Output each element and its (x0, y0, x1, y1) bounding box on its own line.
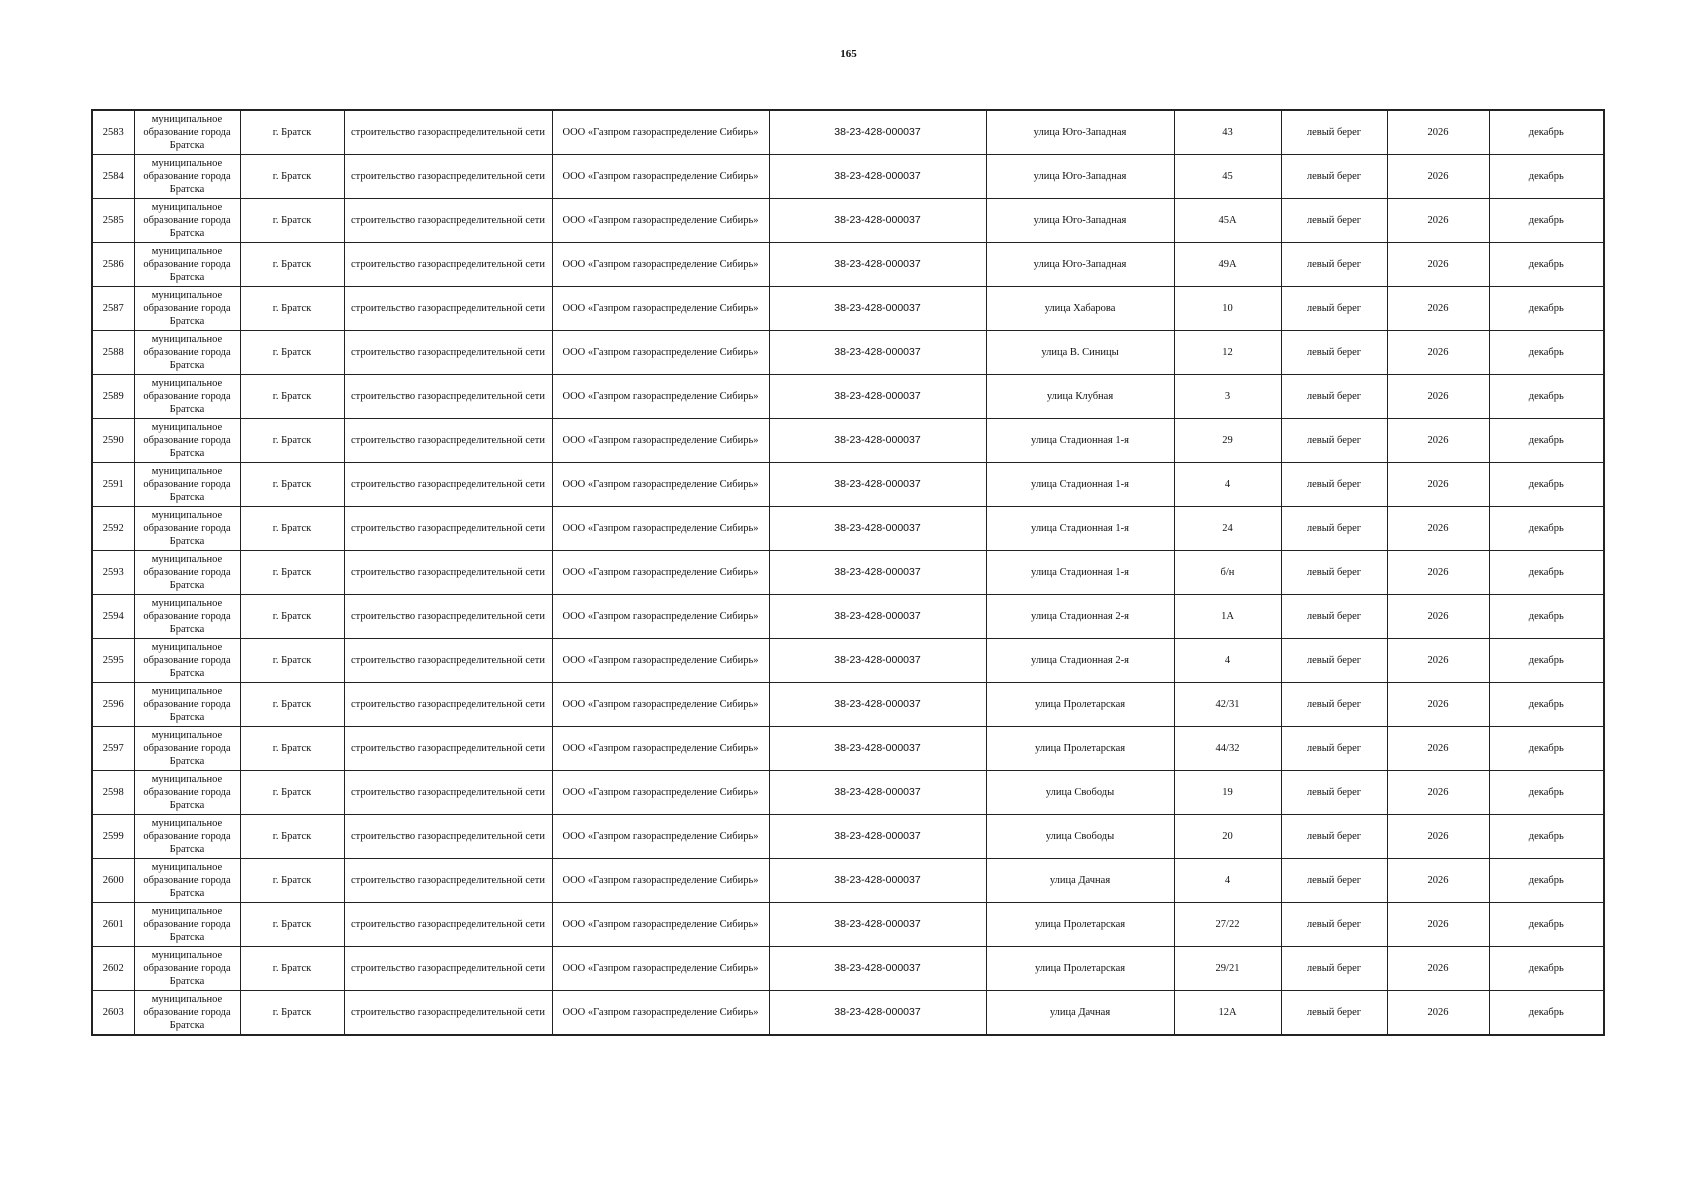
object-code-cell: 38-23-428-000037 (769, 507, 986, 551)
organization-cell: ООО «Газпром газораспределение Сибирь» (552, 903, 769, 947)
month-cell: декабрь (1489, 199, 1604, 243)
house-number-cell: 27/22 (1174, 903, 1281, 947)
row-number-cell: 2592 (92, 507, 134, 551)
object-code-cell: 38-23-428-000037 (769, 287, 986, 331)
row-number-cell: 2596 (92, 683, 134, 727)
street-cell: улица Стадионная 2-я (986, 595, 1174, 639)
work-type-cell: строительство газораспределительной сети (344, 551, 552, 595)
row-number-cell: 2585 (92, 199, 134, 243)
work-type-cell: строительство газораспределительной сети (344, 463, 552, 507)
table-row (92, 639, 1604, 683)
river-bank-cell: левый берег (1281, 947, 1387, 991)
work-type-cell: строительство газораспределительной сети (344, 287, 552, 331)
year-cell: 2026 (1387, 639, 1489, 683)
street-cell: улица В. Синицы (986, 331, 1174, 375)
street-cell: улица Клубная (986, 375, 1174, 419)
street-cell: улица Юго-Западная (986, 155, 1174, 199)
table-row (92, 199, 1604, 243)
city-cell: г. Братск (240, 639, 344, 683)
organization-cell: ООО «Газпром газораспределение Сибирь» (552, 771, 769, 815)
row-number-cell: 2587 (92, 287, 134, 331)
year-cell: 2026 (1387, 815, 1489, 859)
street-cell: улица Свободы (986, 815, 1174, 859)
row-number-cell: 2600 (92, 859, 134, 903)
municipality-cell: муниципальное образование города Братска (134, 595, 240, 639)
work-type-cell: строительство газораспределительной сети (344, 419, 552, 463)
municipality-cell: муниципальное образование города Братска (134, 903, 240, 947)
object-code-cell: 38-23-428-000037 (769, 375, 986, 419)
house-number-cell: 12 (1174, 331, 1281, 375)
row-number-cell: 2597 (92, 727, 134, 771)
city-cell: г. Братск (240, 155, 344, 199)
house-number-cell: 4 (1174, 859, 1281, 903)
row-number-cell: 2594 (92, 595, 134, 639)
street-cell: улица Стадионная 1-я (986, 463, 1174, 507)
municipality-cell: муниципальное образование города Братска (134, 551, 240, 595)
work-type-cell: строительство газораспределительной сети (344, 243, 552, 287)
year-cell: 2026 (1387, 155, 1489, 199)
city-cell: г. Братск (240, 815, 344, 859)
municipality-cell: муниципальное образование города Братска (134, 243, 240, 287)
city-cell: г. Братск (240, 463, 344, 507)
registry-body (92, 110, 1604, 1035)
organization-cell: ООО «Газпром газораспределение Сибирь» (552, 110, 769, 155)
house-number-cell: 24 (1174, 507, 1281, 551)
row-number-cell: 2601 (92, 903, 134, 947)
municipality-cell: муниципальное образование города Братска (134, 463, 240, 507)
organization-cell: ООО «Газпром газораспределение Сибирь» (552, 155, 769, 199)
river-bank-cell: левый берег (1281, 903, 1387, 947)
object-code-cell: 38-23-428-000037 (769, 771, 986, 815)
year-cell: 2026 (1387, 595, 1489, 639)
municipality-cell: муниципальное образование города Братска (134, 639, 240, 683)
table-row (92, 947, 1604, 991)
month-cell: декабрь (1489, 859, 1604, 903)
object-code-cell: 38-23-428-000037 (769, 595, 986, 639)
month-cell: декабрь (1489, 243, 1604, 287)
house-number-cell: 45 (1174, 155, 1281, 199)
house-number-cell: 1А (1174, 595, 1281, 639)
month-cell: декабрь (1489, 903, 1604, 947)
city-cell: г. Братск (240, 375, 344, 419)
object-code-cell: 38-23-428-000037 (769, 551, 986, 595)
organization-cell: ООО «Газпром газораспределение Сибирь» (552, 375, 769, 419)
table-row (92, 375, 1604, 419)
table-row (92, 815, 1604, 859)
work-type-cell: строительство газораспределительной сети (344, 947, 552, 991)
work-type-cell: строительство газораспределительной сети (344, 815, 552, 859)
month-cell: декабрь (1489, 991, 1604, 1036)
year-cell: 2026 (1387, 199, 1489, 243)
year-cell: 2026 (1387, 507, 1489, 551)
work-type-cell: строительство газораспределительной сети (344, 683, 552, 727)
work-type-cell: строительство газораспределительной сети (344, 727, 552, 771)
street-cell: улица Пролетарская (986, 727, 1174, 771)
street-cell: улица Пролетарская (986, 683, 1174, 727)
work-type-cell: строительство газораспределительной сети (344, 903, 552, 947)
work-type-cell: строительство газораспределительной сети (344, 991, 552, 1036)
organization-cell: ООО «Газпром газораспределение Сибирь» (552, 639, 769, 683)
month-cell: декабрь (1489, 771, 1604, 815)
municipality-cell: муниципальное образование города Братска (134, 771, 240, 815)
city-cell: г. Братск (240, 287, 344, 331)
municipality-cell: муниципальное образование города Братска (134, 507, 240, 551)
year-cell: 2026 (1387, 859, 1489, 903)
municipality-cell: муниципальное образование города Братска (134, 991, 240, 1036)
river-bank-cell: левый берег (1281, 771, 1387, 815)
street-cell: улица Дачная (986, 991, 1174, 1036)
year-cell: 2026 (1387, 771, 1489, 815)
row-number-cell: 2584 (92, 155, 134, 199)
organization-cell: ООО «Газпром газораспределение Сибирь» (552, 199, 769, 243)
street-cell: улица Стадионная 1-я (986, 507, 1174, 551)
municipality-cell: муниципальное образование города Братска (134, 727, 240, 771)
municipality-cell: муниципальное образование города Братска (134, 683, 240, 727)
city-cell: г. Братск (240, 595, 344, 639)
year-cell: 2026 (1387, 727, 1489, 771)
year-cell: 2026 (1387, 903, 1489, 947)
row-number-cell: 2595 (92, 639, 134, 683)
house-number-cell: 29 (1174, 419, 1281, 463)
work-type-cell: строительство газораспределительной сети (344, 771, 552, 815)
month-cell: декабрь (1489, 287, 1604, 331)
object-code-cell: 38-23-428-000037 (769, 903, 986, 947)
object-code-cell: 38-23-428-000037 (769, 331, 986, 375)
municipality-cell: муниципальное образование города Братска (134, 199, 240, 243)
year-cell: 2026 (1387, 991, 1489, 1036)
house-number-cell: 29/21 (1174, 947, 1281, 991)
river-bank-cell: левый берег (1281, 243, 1387, 287)
month-cell: декабрь (1489, 419, 1604, 463)
municipality-cell: муниципальное образование города Братска (134, 287, 240, 331)
month-cell: декабрь (1489, 507, 1604, 551)
object-code-cell: 38-23-428-000037 (769, 815, 986, 859)
year-cell: 2026 (1387, 683, 1489, 727)
table-row (92, 243, 1604, 287)
river-bank-cell: левый берег (1281, 110, 1387, 155)
work-type-cell: строительство газораспределительной сети (344, 110, 552, 155)
river-bank-cell: левый берег (1281, 375, 1387, 419)
year-cell: 2026 (1387, 419, 1489, 463)
organization-cell: ООО «Газпром газораспределение Сибирь» (552, 287, 769, 331)
year-cell: 2026 (1387, 375, 1489, 419)
work-type-cell: строительство газораспределительной сети (344, 859, 552, 903)
city-cell: г. Братск (240, 507, 344, 551)
table-row (92, 991, 1604, 1036)
river-bank-cell: левый берег (1281, 595, 1387, 639)
month-cell: декабрь (1489, 110, 1604, 155)
table-row (92, 551, 1604, 595)
year-cell: 2026 (1387, 110, 1489, 155)
organization-cell: ООО «Газпром газораспределение Сибирь» (552, 859, 769, 903)
organization-cell: ООО «Газпром газораспределение Сибирь» (552, 947, 769, 991)
city-cell: г. Братск (240, 419, 344, 463)
month-cell: декабрь (1489, 815, 1604, 859)
street-cell: улица Свободы (986, 771, 1174, 815)
river-bank-cell: левый берег (1281, 859, 1387, 903)
row-number-cell: 2602 (92, 947, 134, 991)
object-code-cell: 38-23-428-000037 (769, 199, 986, 243)
organization-cell: ООО «Газпром газораспределение Сибирь» (552, 507, 769, 551)
table-row (92, 419, 1604, 463)
work-type-cell: строительство газораспределительной сети (344, 375, 552, 419)
organization-cell: ООО «Газпром газораспределение Сибирь» (552, 463, 769, 507)
table-row (92, 507, 1604, 551)
house-number-cell: 12А (1174, 991, 1281, 1036)
year-cell: 2026 (1387, 947, 1489, 991)
object-code-cell: 38-23-428-000037 (769, 110, 986, 155)
house-number-cell: 45А (1174, 199, 1281, 243)
street-cell: улица Юго-Западная (986, 110, 1174, 155)
organization-cell: ООО «Газпром газораспределение Сибирь» (552, 243, 769, 287)
year-cell: 2026 (1387, 243, 1489, 287)
month-cell: декабрь (1489, 331, 1604, 375)
month-cell: декабрь (1489, 639, 1604, 683)
page-number: 165 (840, 48, 857, 60)
house-number-cell: 19 (1174, 771, 1281, 815)
river-bank-cell: левый берег (1281, 287, 1387, 331)
river-bank-cell: левый берег (1281, 331, 1387, 375)
gasification-registry-table (91, 109, 1605, 1036)
city-cell: г. Братск (240, 991, 344, 1036)
table-row (92, 683, 1604, 727)
organization-cell: ООО «Газпром газораспределение Сибирь» (552, 815, 769, 859)
row-number-cell: 2590 (92, 419, 134, 463)
municipality-cell: муниципальное образование города Братска (134, 155, 240, 199)
month-cell: декабрь (1489, 155, 1604, 199)
municipality-cell: муниципальное образование города Братска (134, 110, 240, 155)
object-code-cell: 38-23-428-000037 (769, 419, 986, 463)
river-bank-cell: левый берег (1281, 463, 1387, 507)
street-cell: улица Пролетарская (986, 947, 1174, 991)
city-cell: г. Братск (240, 947, 344, 991)
street-cell: улица Стадионная 1-я (986, 419, 1174, 463)
city-cell: г. Братск (240, 243, 344, 287)
street-cell: улица Юго-Западная (986, 199, 1174, 243)
street-cell: улица Хабарова (986, 287, 1174, 331)
city-cell: г. Братск (240, 903, 344, 947)
month-cell: декабрь (1489, 375, 1604, 419)
city-cell: г. Братск (240, 683, 344, 727)
municipality-cell: муниципальное образование города Братска (134, 815, 240, 859)
organization-cell: ООО «Газпром газораспределение Сибирь» (552, 595, 769, 639)
object-code-cell: 38-23-428-000037 (769, 727, 986, 771)
table-row (92, 771, 1604, 815)
river-bank-cell: левый берег (1281, 683, 1387, 727)
river-bank-cell: левый берег (1281, 991, 1387, 1036)
river-bank-cell: левый берег (1281, 419, 1387, 463)
work-type-cell: строительство газораспределительной сети (344, 331, 552, 375)
municipality-cell: муниципальное образование города Братска (134, 947, 240, 991)
municipality-cell: муниципальное образование города Братска (134, 859, 240, 903)
city-cell: г. Братск (240, 110, 344, 155)
river-bank-cell: левый берег (1281, 507, 1387, 551)
object-code-cell: 38-23-428-000037 (769, 463, 986, 507)
work-type-cell: строительство газораспределительной сети (344, 199, 552, 243)
table-row (92, 463, 1604, 507)
street-cell: улица Стадионная 1-я (986, 551, 1174, 595)
row-number-cell: 2603 (92, 991, 134, 1036)
house-number-cell: 43 (1174, 110, 1281, 155)
object-code-cell: 38-23-428-000037 (769, 947, 986, 991)
house-number-cell: б/н (1174, 551, 1281, 595)
year-cell: 2026 (1387, 551, 1489, 595)
city-cell: г. Братск (240, 199, 344, 243)
table-row (92, 287, 1604, 331)
house-number-cell: 4 (1174, 639, 1281, 683)
street-cell: улица Юго-Западная (986, 243, 1174, 287)
row-number-cell: 2583 (92, 110, 134, 155)
row-number-cell: 2591 (92, 463, 134, 507)
municipality-cell: муниципальное образование города Братска (134, 419, 240, 463)
month-cell: декабрь (1489, 463, 1604, 507)
object-code-cell: 38-23-428-000037 (769, 155, 986, 199)
city-cell: г. Братск (240, 727, 344, 771)
row-number-cell: 2589 (92, 375, 134, 419)
object-code-cell: 38-23-428-000037 (769, 991, 986, 1036)
month-cell: декабрь (1489, 727, 1604, 771)
year-cell: 2026 (1387, 287, 1489, 331)
object-code-cell: 38-23-428-000037 (769, 859, 986, 903)
year-cell: 2026 (1387, 463, 1489, 507)
river-bank-cell: левый берег (1281, 155, 1387, 199)
table-row (92, 595, 1604, 639)
house-number-cell: 10 (1174, 287, 1281, 331)
city-cell: г. Братск (240, 331, 344, 375)
river-bank-cell: левый берег (1281, 551, 1387, 595)
river-bank-cell: левый берег (1281, 727, 1387, 771)
house-number-cell: 42/31 (1174, 683, 1281, 727)
house-number-cell: 49А (1174, 243, 1281, 287)
river-bank-cell: левый берег (1281, 199, 1387, 243)
organization-cell: ООО «Газпром газораспределение Сибирь» (552, 683, 769, 727)
object-code-cell: 38-23-428-000037 (769, 683, 986, 727)
city-cell: г. Братск (240, 551, 344, 595)
table-row (92, 331, 1604, 375)
house-number-cell: 3 (1174, 375, 1281, 419)
street-cell: улица Пролетарская (986, 903, 1174, 947)
organization-cell: ООО «Газпром газораспределение Сибирь» (552, 551, 769, 595)
table-row (92, 727, 1604, 771)
municipality-cell: муниципальное образование города Братска (134, 331, 240, 375)
row-number-cell: 2598 (92, 771, 134, 815)
month-cell: декабрь (1489, 595, 1604, 639)
row-number-cell: 2599 (92, 815, 134, 859)
table-row (92, 155, 1604, 199)
work-type-cell: строительство газораспределительной сети (344, 155, 552, 199)
work-type-cell: строительство газораспределительной сети (344, 595, 552, 639)
house-number-cell: 20 (1174, 815, 1281, 859)
street-cell: улица Стадионная 2-я (986, 639, 1174, 683)
row-number-cell: 2586 (92, 243, 134, 287)
river-bank-cell: левый берег (1281, 815, 1387, 859)
table-row (92, 110, 1604, 155)
house-number-cell: 4 (1174, 463, 1281, 507)
work-type-cell: строительство газораспределительной сети (344, 507, 552, 551)
month-cell: декабрь (1489, 947, 1604, 991)
table-row (92, 859, 1604, 903)
month-cell: декабрь (1489, 683, 1604, 727)
work-type-cell: строительство газораспределительной сети (344, 639, 552, 683)
object-code-cell: 38-23-428-000037 (769, 243, 986, 287)
organization-cell: ООО «Газпром газораспределение Сибирь» (552, 419, 769, 463)
object-code-cell: 38-23-428-000037 (769, 639, 986, 683)
house-number-cell: 44/32 (1174, 727, 1281, 771)
table-row (92, 903, 1604, 947)
row-number-cell: 2593 (92, 551, 134, 595)
organization-cell: ООО «Газпром газораспределение Сибирь» (552, 727, 769, 771)
organization-cell: ООО «Газпром газораспределение Сибирь» (552, 991, 769, 1036)
city-cell: г. Братск (240, 859, 344, 903)
municipality-cell: муниципальное образование города Братска (134, 375, 240, 419)
river-bank-cell: левый берег (1281, 639, 1387, 683)
street-cell: улица Дачная (986, 859, 1174, 903)
city-cell: г. Братск (240, 771, 344, 815)
year-cell: 2026 (1387, 331, 1489, 375)
month-cell: декабрь (1489, 551, 1604, 595)
organization-cell: ООО «Газпром газораспределение Сибирь» (552, 331, 769, 375)
row-number-cell: 2588 (92, 331, 134, 375)
